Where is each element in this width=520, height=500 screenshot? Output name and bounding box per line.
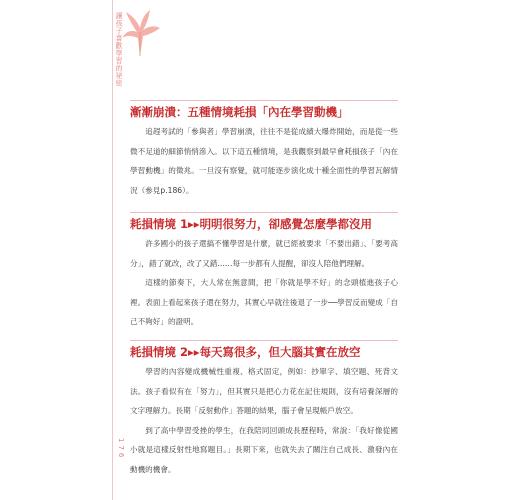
leaf-icon <box>118 8 162 58</box>
section-heading <box>130 344 398 360</box>
section-intro <box>130 100 398 200</box>
scenario-number: 耗損情境 1 <box>130 217 189 231</box>
page-number: 176 <box>117 438 125 461</box>
paragraph: 學習的內容變成機械性重複、格式固定，例如：抄單字、填空題、死背文法。孩子看似有在「努力」，但其實只是把心力花在記住規則，沒有培養深層的文字理解力。長期「反射動作」答題的結果，腦子會呈現帳戶放空。 <box>130 367 398 415</box>
paragraph: 這樣的節奏下，大人常在無意間，把「你就是學不好」的念頭植進孩子心裡。表面上看起來孩子還在努力，其實心早就往後退了一步──學習反而變成「自己不夠好」的證明。 <box>130 278 398 326</box>
scenario-title: 每天寫很多，但大腦其實在放空 <box>199 345 361 359</box>
arrow-icon: ▸▸ <box>188 345 200 359</box>
section-heading: 漸漸崩潰：五種情境耗損「內在學習動機」 <box>130 105 349 119</box>
running-title: 讓孩子喜歡學習的祕密 <box>115 12 123 87</box>
section-divider <box>130 340 398 341</box>
section-heading <box>130 216 398 232</box>
margin-rule <box>112 0 113 500</box>
section-divider <box>130 212 398 213</box>
section-divider <box>130 100 398 101</box>
section-scenario-1 <box>130 212 398 332</box>
paragraph: 追趕考試的「參與者」學習崩潰，往往不是從成績大爆炸開始，而是從一些微不足道的細節悄悄滲入。以下這五種情境，是我觀察到最早會耗損孩子「內在學習動機」的徵兆。一旦沒有察覺，就可能逐步演化成十種全面性的學習瓦解情況（參見p.186）。 <box>130 127 398 195</box>
arrow-icon: ▸▸ <box>188 217 200 231</box>
scenario-number: 耗損情境 2 <box>130 345 189 359</box>
paragraph: 許多國小的孩子還搞不懂學習是什麼，就已經被要求「不要出錯」、「要考高分」，錯了就改，改了又錯……每一步都有人提醒，卻沒人陪他們理解。 <box>130 239 398 268</box>
paragraph: 到了高中學習受挫的學生，在我陪同回頭成長歷程時，常說：「我好像從國小就是這樣反射性地寫題目。」長期下來，也就失去了關注自己成長、激發內在動機的機會。 <box>130 425 398 474</box>
section-scenario-2 <box>130 340 398 479</box>
scenario-title: 明明很努力，卻感覺怎麼學都沒用 <box>199 217 373 231</box>
